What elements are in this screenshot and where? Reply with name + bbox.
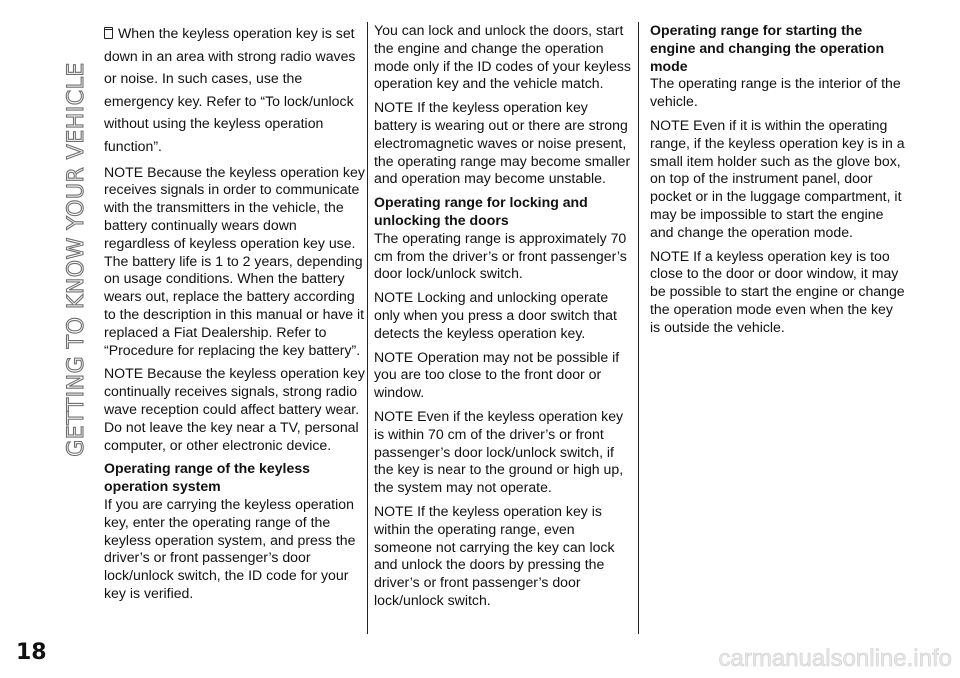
note-signal-battery-wear: NOTE Because the keyless operation key continually receives signals, strong radio wave reception could affect battery wear. Do not leave the key near a TV, personal computer, or other electronic device. [104, 365, 365, 453]
paragraph-interior-range: The operating range is the interior of the vehicle. [650, 75, 901, 110]
watermark: carmanualsonline.info [718, 645, 952, 672]
page-number: 18 [16, 640, 47, 665]
note-battery-life: NOTE Because the keyless operation key receives signals in order to communicate with the transmitters in the vehicle, the battery continually wears down regardless of keyless operation key use. The battery life is 1 to 2 years, depending on usage conditions. When the battery wears out, replace the battery according to the description in this manual or have it replaced a Fiat Dealership. Refer to “Procedure for replacing the key battery”. [104, 163, 365, 358]
heading-range-starting-engine: Operating range for starting the engine and changing the operation mode [650, 22, 885, 74]
column-3 [650, 22, 905, 343]
column-2 [374, 22, 632, 616]
note-item-holder: NOTE Even if it is within the operating range, if the keyless operation key is in a small item holder such as the glove box, on top of the instrument panel, door pocket or in the luggage compartment, it may be impossible to start the engine and change the operation mode. [650, 116, 905, 240]
paragraph-key-strong-waves: When the keyless operation key is set down in an area with strong radio waves or noise. In such cases, use the emergency key. Refer to “To lock/unlock without using the keyless operation function”. [104, 25, 356, 154]
note-too-close: NOTE Operation may not be possible if you are too close to the front door or window. [374, 348, 620, 401]
heading-range-locking: Operating range for locking and unlocking the doors [374, 194, 588, 228]
paragraph-id-code-verified: If you are carrying the keyless operation key, enter the operating range of the keyless operation system, and press the driver’s or front passenger’s door lock/unlock switch, the ID code for your key is verified. [104, 495, 356, 601]
note-ground-high: NOTE Even if the keyless operation key is within 70 cm of the driver’s or front passenger’s door lock/unlock switch, if the key is near to the ground or high up, the system may not operate. [374, 407, 624, 496]
column-divider-1 [367, 22, 368, 634]
heading-operating-range-keyless: Operating range of the keyless operation system [104, 460, 310, 495]
chapter-title [56, 24, 96, 494]
paragraph-id-codes-match: You can lock and unlock the doors, start the engine and change the operation mode only if the ID codes of your keyless operation key and the vehicle match. [374, 22, 631, 92]
paragraph-range-70cm: The operating range is approximately 70 cm from the driver’s or front passenger’s door lock/unlock switch. [374, 229, 627, 282]
note-key-near-door: NOTE If a keyless operation key is too close to the door or door window, it may be possible to start the engine or change the operation mode even when the key is outside the vehicle. [650, 247, 905, 335]
note-someone-not-carrying: NOTE If the keyless operation key is within the operating range, even someone not carrying the key can lock and unlock the doors by pressing the driver’s or front passenger’s door lock/unlock switch. [374, 502, 615, 608]
column-1 [104, 22, 366, 609]
note-range-smaller: NOTE If the keyless operation key battery is wearing out or there are strong electromagnetic waves or noise present, the operating range may become smaller and operation may become unstable. [374, 99, 631, 187]
bullet-icon [104, 27, 113, 39]
column-divider-2 [638, 22, 639, 634]
note-door-switch: NOTE Locking and unlocking operate only when you press a door switch that detects the keyless operation key. [374, 289, 617, 341]
chapter-title-text: GETTING TO KNOW YOUR VEHICLE [63, 61, 89, 457]
